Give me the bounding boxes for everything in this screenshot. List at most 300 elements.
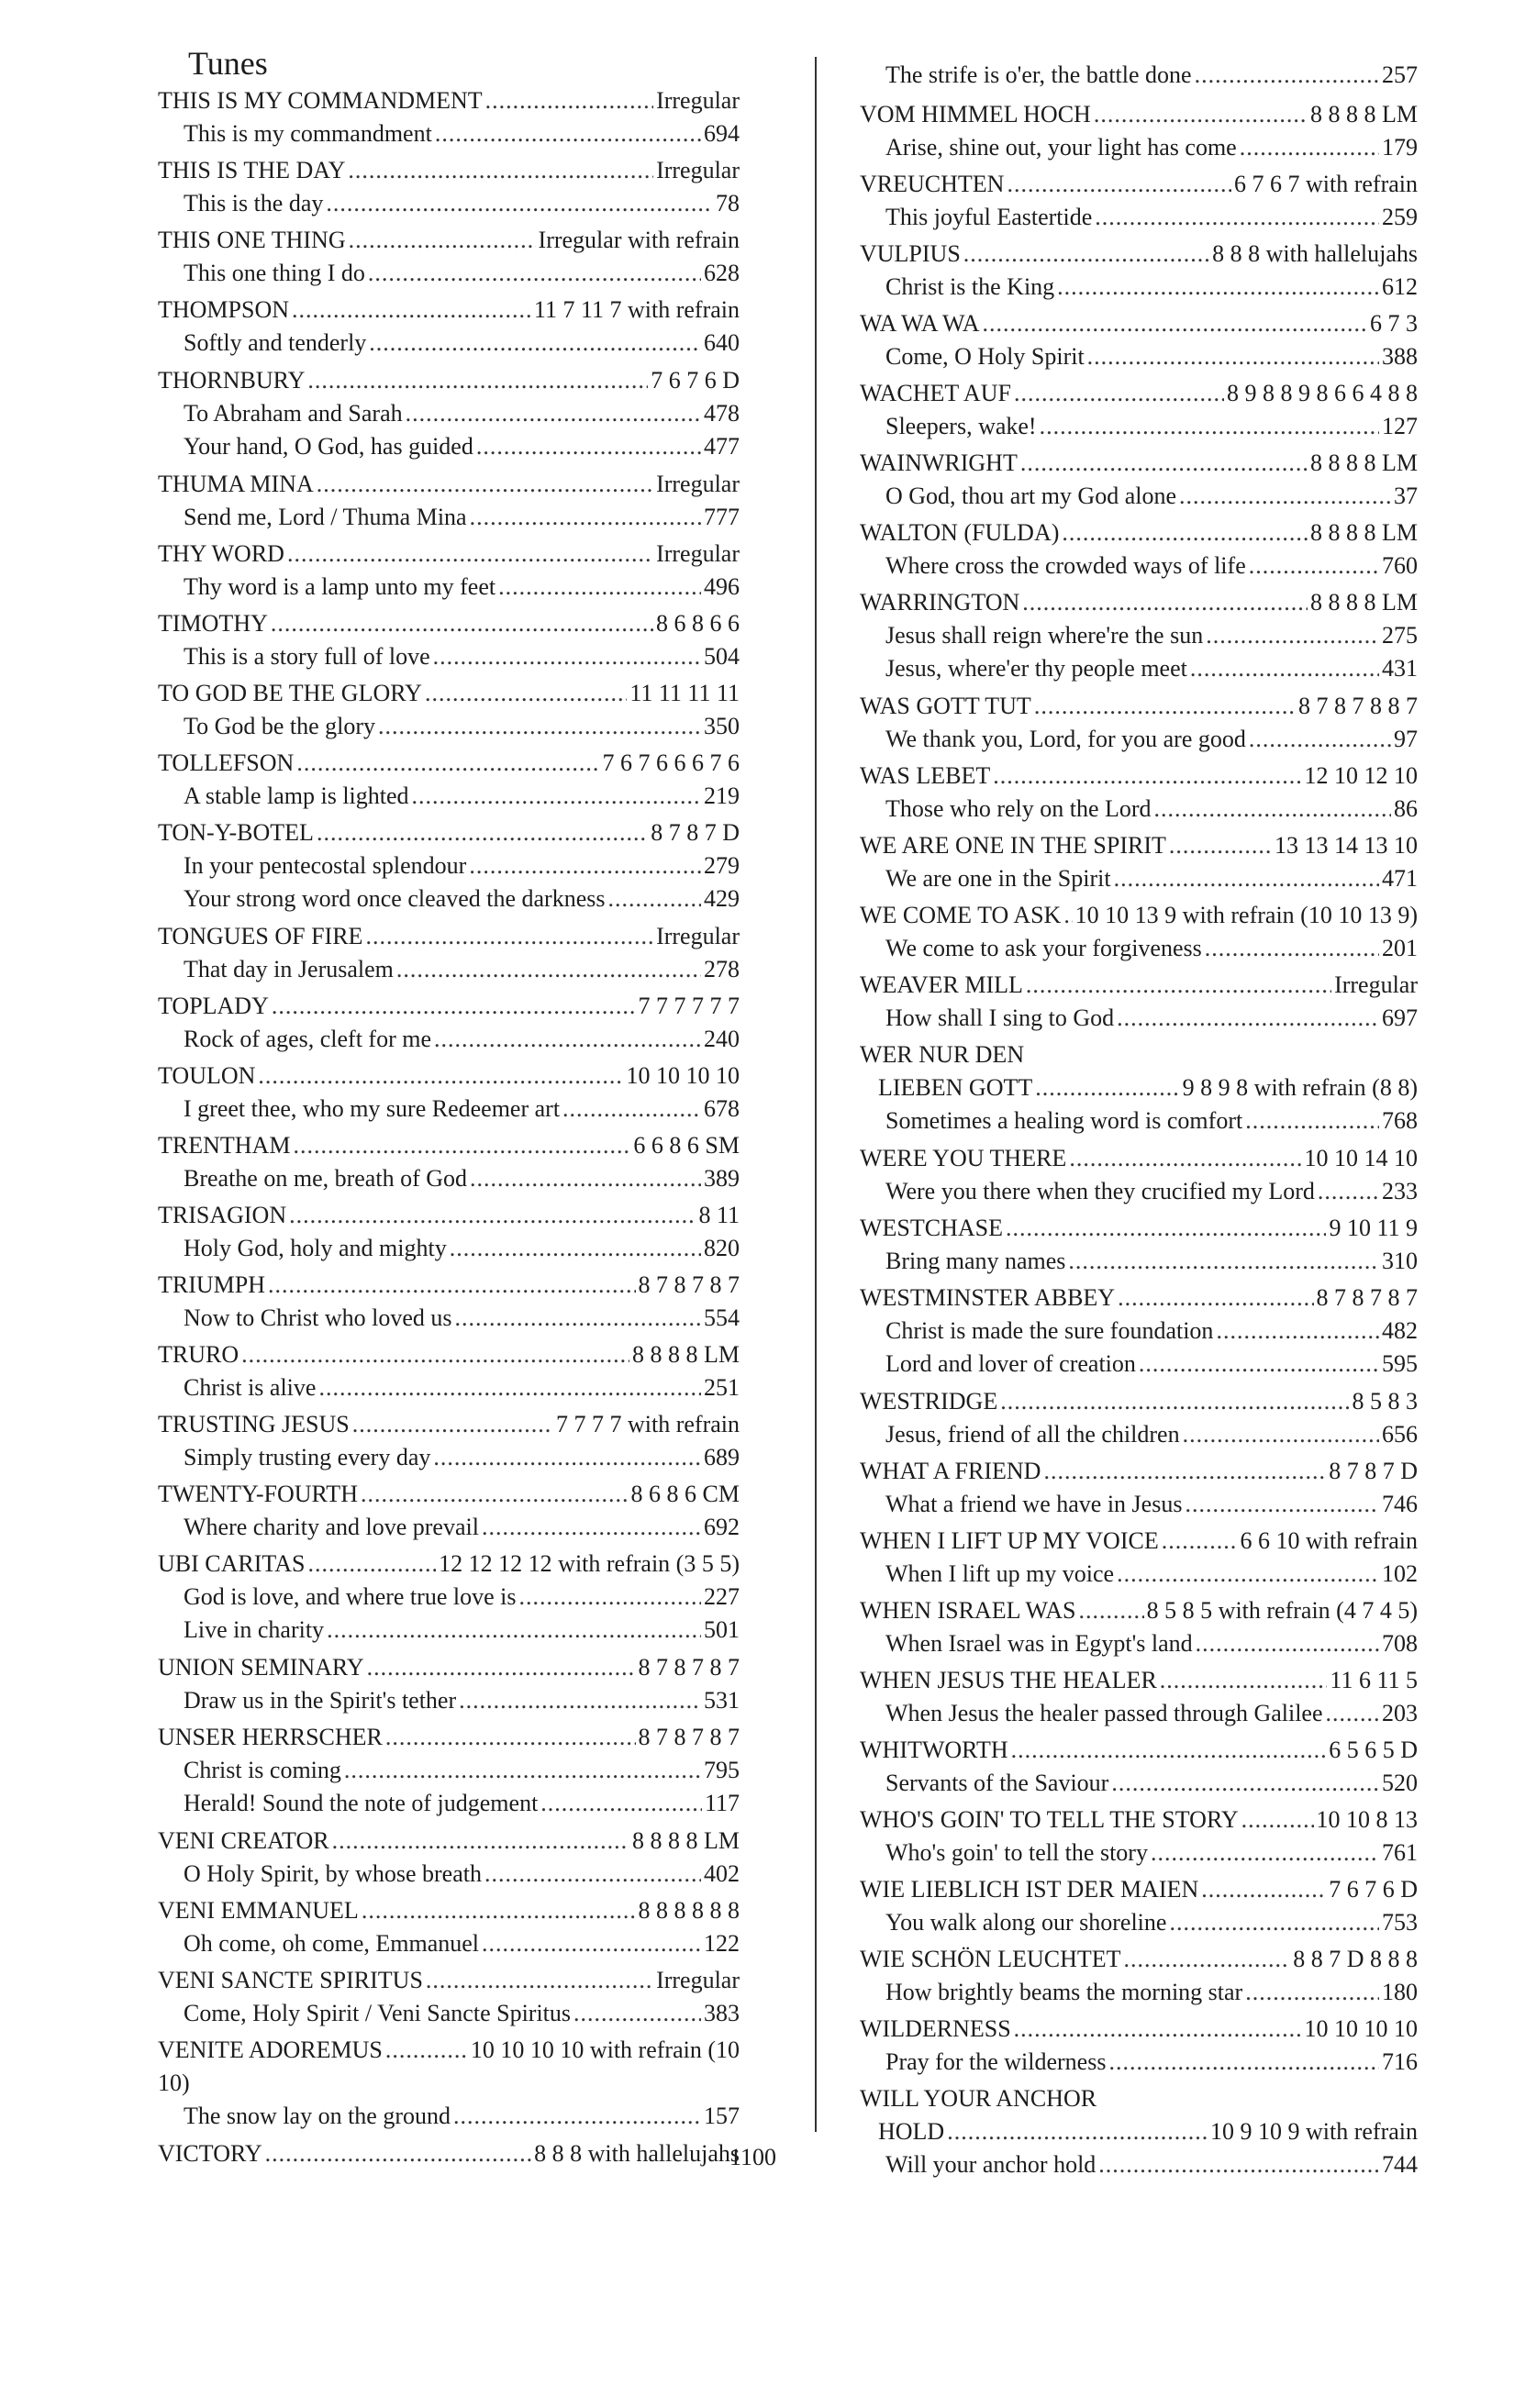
- tune-entry: [158, 1651, 740, 1717]
- hymn-title: Will your anchor hold: [885, 2151, 1097, 2178]
- tune-name: WAINWRIGHT: [860, 449, 1018, 476]
- dot-leader: [435, 117, 701, 150]
- hymn-title: Holy God, holy and mighty: [184, 1235, 447, 1261]
- dot-leader: [1011, 1734, 1327, 1767]
- meter: 8 8 8 8 LM: [1310, 101, 1418, 128]
- tune-row: [158, 2137, 740, 2170]
- hymn-title: That day in Jerusalem: [184, 956, 394, 982]
- tune-name: WHITWORTH: [860, 1737, 1008, 1763]
- hymn-row: [860, 201, 1418, 234]
- hymn-row: [158, 1614, 740, 1647]
- meter: 6 7 6 7 with refrain: [1233, 171, 1418, 197]
- hymn-number: 180: [1382, 1979, 1418, 2005]
- hymn-title: The snow lay on the ground: [184, 2103, 451, 2129]
- meter: Irregular with refrain: [538, 227, 740, 253]
- dot-leader: [562, 1093, 701, 1126]
- dot-leader: [258, 1060, 623, 1093]
- dot-leader: [455, 1302, 702, 1335]
- meter: 8 7 8 7 8 7: [638, 1724, 740, 1750]
- tune-name: UNION SEMINARY: [158, 1654, 364, 1681]
- tune-row: [158, 538, 740, 571]
- dot-leader: [1035, 1071, 1179, 1104]
- tune-entry: [860, 1142, 1418, 1208]
- dot-leader: [344, 1754, 701, 1787]
- dot-leader: [482, 1927, 701, 1960]
- tune-entry: [860, 586, 1418, 685]
- tune-name: TONGUES OF FIRE: [158, 923, 363, 949]
- hymn-row: [158, 849, 740, 882]
- hymn-title: Where cross the crowded ways of life: [885, 552, 1246, 579]
- hymn-row: [860, 410, 1418, 443]
- hymn-number: 429: [704, 885, 740, 912]
- tune-row: [158, 816, 740, 849]
- tune-row: [860, 1734, 1418, 1767]
- hymn-number: 388: [1382, 343, 1418, 370]
- hymn-title: To Abraham and Sarah: [184, 400, 403, 427]
- hymn-row: [860, 131, 1418, 164]
- hymn-row: [860, 2148, 1418, 2181]
- dot-leader: [518, 1581, 701, 1614]
- hymn-title: What a friend we have in Jesus: [885, 1491, 1183, 1517]
- dot-leader: [607, 882, 701, 915]
- tune-entry: [860, 447, 1418, 513]
- dot-leader: [1124, 1943, 1291, 1976]
- hymn-title: This is the day: [184, 190, 324, 216]
- tune-name: TRISAGION: [158, 1202, 287, 1228]
- hymn-row: [158, 2100, 740, 2133]
- dot-leader: [385, 2034, 468, 2067]
- meter: Irregular: [656, 1967, 740, 1993]
- tune-name: WHAT A FRIEND: [860, 1458, 1041, 1484]
- tune-name: WERE YOU THERE: [860, 1145, 1067, 1171]
- dot-leader: [1020, 447, 1308, 480]
- tune-row: [158, 1199, 740, 1232]
- meter: 7 7 7 7 7 7: [638, 993, 740, 1019]
- hymn-row: [860, 1906, 1418, 1939]
- dot-leader: [307, 1548, 436, 1581]
- tune-name: VICTORY: [158, 2140, 262, 2167]
- tune-row: [158, 1964, 740, 1997]
- tune-row: [158, 84, 740, 117]
- tune-row: [860, 1071, 1418, 1104]
- hymn-title: Draw us in the Spirit's tether: [184, 1687, 457, 1714]
- hymn-title: Oh come, oh come, Emmanuel: [184, 1930, 480, 1957]
- tune-entry: [158, 294, 740, 360]
- tune-entry: [860, 1282, 1418, 1381]
- tune-name: WILDERNESS: [860, 2015, 1011, 2042]
- hymn-title: We are one in the Spirit: [885, 865, 1111, 892]
- tune-name: WARRINGTON: [860, 589, 1020, 616]
- dot-leader: [1034, 690, 1296, 723]
- hymn-row: [158, 1787, 740, 1820]
- hymn-title: This is my commandment: [184, 120, 432, 147]
- hymn-row: [158, 430, 740, 463]
- dot-leader: [326, 187, 713, 220]
- meter: 10 10 10 10: [1304, 2015, 1418, 2042]
- dot-leader: [327, 1614, 701, 1647]
- meter: 8 8 8 8 LM: [1310, 519, 1418, 546]
- tune-entry: [860, 1385, 1418, 1451]
- meter: 8 8 8 8 8 8: [638, 1897, 740, 1924]
- hymn-row: [860, 1175, 1418, 1208]
- dot-leader: [453, 2100, 701, 2133]
- hymn-number: 595: [1382, 1350, 1418, 1377]
- tune-entry: [158, 920, 740, 986]
- meter-cont: 10): [158, 2070, 190, 2096]
- hymn-number: 504: [704, 643, 740, 670]
- tune-name: THIS IS THE DAY: [158, 157, 346, 183]
- tune-row: [158, 1060, 740, 1093]
- dot-leader: [459, 1684, 701, 1717]
- tune-entry: [860, 1734, 1418, 1800]
- hymn-title: I greet thee, who my sure Redeemer art: [184, 1095, 561, 1122]
- dot-leader: [963, 238, 1209, 271]
- hymn-row: [860, 59, 1418, 92]
- hymn-number: 554: [704, 1304, 740, 1331]
- tune-entry: [860, 690, 1418, 756]
- tune-entry: [860, 1803, 1418, 1870]
- dot-leader: [385, 1721, 636, 1754]
- meter: 10 10 10 10 with refrain (10: [470, 2036, 740, 2063]
- dot-leader: [272, 990, 636, 1023]
- hymn-number: 477: [704, 433, 740, 460]
- dot-leader: [271, 607, 653, 640]
- meter: 8 7 8 7 D: [1329, 1458, 1418, 1484]
- hymn-row: [860, 1837, 1418, 1870]
- hymn-title: A stable lamp is lighted: [184, 782, 409, 809]
- tune-entry: [158, 154, 740, 220]
- tune-row: [860, 1142, 1418, 1175]
- dot-leader: [1117, 1002, 1379, 1035]
- hymn-row: [158, 710, 740, 743]
- dot-leader: [296, 747, 599, 780]
- meter: 6 5 6 5 D: [1329, 1737, 1418, 1763]
- tune-entry: [158, 1964, 740, 2030]
- tune-row: [158, 294, 740, 327]
- hymn-title: When I lift up my voice: [885, 1560, 1115, 1587]
- tune-entry: [860, 2013, 1418, 2079]
- hymn-title: Your hand, O God, has guided: [184, 433, 473, 460]
- hymn-title: Simply trusting every day: [184, 1444, 431, 1470]
- dot-leader: [1154, 793, 1391, 826]
- tune-row: [158, 1825, 740, 1858]
- meter: 8 8 8 with hallelujahs: [1212, 240, 1418, 267]
- tune-row: [860, 516, 1418, 549]
- hymn-title: Arise, shine out, your light has come: [885, 134, 1237, 161]
- dot-leader: [265, 2137, 531, 2170]
- dot-leader: [1139, 1348, 1379, 1381]
- hymn-title: To God be the glory: [184, 713, 376, 739]
- tune-row: [158, 1269, 740, 1302]
- dot-leader: [1108, 2046, 1379, 2079]
- dot-leader: [434, 1023, 701, 1056]
- meter: 8 7 8 7 8 7: [1316, 1284, 1418, 1311]
- dot-leader: [1249, 549, 1379, 583]
- tune-entry: [860, 59, 1418, 92]
- hymn-number: 761: [1382, 1839, 1418, 1866]
- dot-leader: [332, 1825, 629, 1858]
- hymn-title: We come to ask your forgiveness: [885, 935, 1202, 961]
- hymn-title: Pray for the wilderness: [885, 2048, 1107, 2075]
- meter: 8 8 8 8 LM: [632, 1341, 740, 1368]
- meter: 12 12 12 12 with refrain (3 5 5): [439, 1550, 740, 1577]
- dot-leader: [378, 710, 701, 743]
- dot-leader: [318, 1371, 701, 1404]
- tune-entry: [860, 1525, 1418, 1591]
- tune-name: VENI SANCTE SPIRITUS: [158, 1967, 423, 1993]
- hymn-number: 383: [704, 2000, 740, 2026]
- tune-name: TRENTHAM: [158, 1132, 291, 1159]
- dot-leader: [292, 294, 531, 327]
- tune-row: [860, 829, 1418, 862]
- meter: 8 8 8 8 LM: [1310, 449, 1418, 476]
- tune-name: VENITE ADOREMUS: [158, 2036, 383, 2063]
- dot-leader: [241, 1338, 629, 1371]
- hymn-title: O God, thou art my God alone: [885, 483, 1177, 509]
- hymn-number: 471: [1382, 865, 1418, 892]
- hymn-row: [158, 571, 740, 604]
- hymn-number: 753: [1382, 1909, 1418, 1936]
- tune-row: [860, 586, 1418, 619]
- meter: 7 6 7 6 6 6 7 6: [602, 749, 740, 776]
- hymn-title: Were you there when they crucified my Lord: [885, 1178, 1315, 1204]
- hymn-title: This one thing I do: [184, 260, 365, 286]
- dot-leader: [1094, 98, 1308, 131]
- dot-leader: [1169, 829, 1272, 862]
- hymn-number: 227: [704, 1583, 740, 1610]
- hymn-row: [158, 257, 740, 290]
- tune-name: WILL YOUR ANCHOR: [860, 2085, 1097, 2112]
- dot-leader: [369, 327, 701, 360]
- dot-leader: [412, 780, 701, 813]
- tune-name-cont: LIEBEN GOTT: [878, 1074, 1033, 1101]
- meter: 10 10 14 10: [1304, 1145, 1418, 1171]
- meter: 6 7 3: [1370, 310, 1418, 337]
- hymn-number: 520: [1382, 1770, 1418, 1796]
- page-heading: Tunes: [188, 45, 268, 82]
- tune-name: VREUCHTEN: [860, 171, 1005, 197]
- hymn-number: 431: [1382, 655, 1418, 682]
- dot-leader: [349, 224, 536, 257]
- tune-name: WAS LEBET: [860, 762, 991, 789]
- meter: 10 10 13 9 with refrain (10 10 13 9): [1074, 902, 1418, 928]
- meter: 8 5 8 5 with refrain (4 7 4 5): [1146, 1597, 1418, 1624]
- tune-entry: [158, 468, 740, 534]
- dot-leader: [367, 1651, 636, 1684]
- dot-leader: [433, 640, 701, 673]
- hymn-number: 78: [716, 190, 740, 216]
- hymn-title: Send me, Lord / Thuma Mina: [184, 504, 467, 530]
- dot-leader: [1000, 1385, 1349, 1418]
- hymn-number: 259: [1382, 204, 1418, 230]
- dot-leader: [1118, 1282, 1313, 1315]
- tune-entry: [158, 538, 740, 604]
- hymn-title: In your pentecostal splendour: [184, 852, 467, 879]
- meter: 7 6 7 6 D: [1329, 1876, 1418, 1903]
- hymn-title: Softly and tenderly: [184, 329, 367, 356]
- hymn-number: 501: [704, 1616, 740, 1643]
- hymn-row: [158, 1754, 740, 1787]
- hymn-number: 240: [704, 1026, 740, 1052]
- tune-row: [860, 760, 1418, 793]
- hymn-title: Where charity and love prevail: [184, 1514, 479, 1540]
- hymn-title: We thank you, Lord, for you are good: [885, 726, 1246, 752]
- hymn-row: [860, 340, 1418, 373]
- hymn-row: [158, 117, 740, 150]
- hymn-title: This joyful Eastertide: [885, 204, 1093, 230]
- tune-row: [158, 1408, 740, 1441]
- meter: 9 8 9 8 with refrain (8 8): [1182, 1074, 1418, 1101]
- meter: 6 6 10 with refrain: [1240, 1527, 1418, 1554]
- dot-leader: [1087, 340, 1379, 373]
- meter: Irregular: [656, 540, 740, 567]
- tune-name: WEAVER MILL: [860, 971, 1023, 998]
- hymn-number: 402: [704, 1860, 740, 1887]
- tune-entry: [860, 899, 1418, 965]
- dot-leader: [1111, 1767, 1379, 1800]
- hymn-title: Jesus, where'er thy people meet: [885, 655, 1187, 682]
- hymn-title: Live in charity: [184, 1616, 325, 1643]
- tune-entry: [860, 98, 1418, 164]
- tune-name: WACHET AUF: [860, 380, 1011, 406]
- dot-leader: [307, 364, 648, 397]
- dot-leader: [1245, 1976, 1379, 2009]
- tune-entry: [860, 1594, 1418, 1660]
- hymn-row: [860, 1245, 1418, 1278]
- tune-name: WHEN ISRAEL WAS: [860, 1597, 1076, 1624]
- tune-row: [158, 154, 740, 187]
- dot-leader: [1040, 410, 1379, 443]
- hymn-number: 482: [1382, 1317, 1418, 1344]
- dot-leader: [573, 1997, 701, 2030]
- hymn-number: 86: [1394, 795, 1418, 822]
- hymn-number: 612: [1382, 273, 1418, 300]
- dot-leader: [1151, 1837, 1379, 1870]
- meter: 8 9 8 8 9 8 6 6 4 8 8: [1227, 380, 1418, 406]
- meter: 8 7 8 7 8 7: [638, 1654, 740, 1681]
- meter: 10 10 10 10: [626, 1062, 740, 1089]
- tune-entry: [860, 168, 1418, 234]
- meter: Irregular: [656, 923, 740, 949]
- hymn-row: [158, 1162, 740, 1195]
- hymn-title: Christ is alive: [184, 1374, 317, 1401]
- tune-name: THIS IS MY COMMANDMENT: [158, 87, 483, 114]
- hymn-title: Christ is made the sure foundation: [885, 1317, 1214, 1344]
- tune-row: [860, 1594, 1418, 1627]
- hymn-title: Sometimes a healing word is comfort: [885, 1107, 1243, 1134]
- tune-name: THOMPSON: [158, 296, 290, 323]
- hymn-number: 768: [1382, 1107, 1418, 1134]
- hymn-number: 102: [1382, 1560, 1418, 1587]
- hymn-row: [158, 501, 740, 534]
- tune-row: [158, 2034, 740, 2067]
- tune-row: [860, 1943, 1418, 1976]
- dot-leader: [1063, 899, 1072, 932]
- dot-leader: [1078, 1594, 1143, 1627]
- dot-leader: [348, 154, 653, 187]
- tune-row: [158, 1338, 740, 1371]
- tune-row: [860, 1385, 1418, 1418]
- tune-entry: [158, 1199, 740, 1265]
- hymn-number: 692: [704, 1514, 740, 1540]
- hymn-row: [158, 1371, 740, 1404]
- tune-entry: [158, 1478, 740, 1544]
- tune-name: TRIUMPH: [158, 1271, 266, 1298]
- tune-entry: [860, 829, 1418, 895]
- tune-name: THY WORD: [158, 540, 284, 567]
- tune-row: [860, 447, 1418, 480]
- tune-name: WE COME TO ASK: [860, 902, 1062, 928]
- hymn-number: 251: [704, 1374, 740, 1401]
- hymn-number: 478: [704, 400, 740, 427]
- tune-entry: [860, 307, 1418, 373]
- hymn-row: [860, 723, 1418, 756]
- tune-name: UBI CARITAS: [158, 1550, 306, 1577]
- dot-leader: [1043, 1455, 1326, 1488]
- tune-row: [158, 747, 740, 780]
- dot-leader: [425, 677, 627, 710]
- hymn-title: You walk along our shoreline: [885, 1909, 1167, 1936]
- hymn-title: How shall I sing to God: [885, 1004, 1115, 1031]
- hymn-title: How brightly beams the morning star: [885, 1979, 1243, 2005]
- tune-entry: [158, 2137, 740, 2170]
- tune-name: WESTMINSTER ABBEY: [860, 1284, 1116, 1311]
- tune-name: TOPLADY: [158, 993, 269, 1019]
- hymn-title: The strife is o'er, the battle done: [885, 61, 1192, 88]
- hymn-row: [860, 1315, 1418, 1348]
- hymn-title: Rock of ages, cleft for me: [184, 1026, 432, 1052]
- meter: 8 6 8 6 CM: [630, 1481, 740, 1507]
- tune-entry: [860, 1664, 1418, 1730]
- meter: Irregular: [656, 87, 740, 114]
- meter: 10 10 8 13: [1316, 1806, 1418, 1833]
- tune-row: [158, 1651, 740, 1684]
- hymn-title: O Holy Spirit, by whose breath: [184, 1860, 482, 1887]
- meter: 8 6 8 6 6: [656, 610, 740, 637]
- tune-entry: [860, 1943, 1418, 2009]
- tune-entry: [860, 2082, 1418, 2181]
- meter: 13 13 14 13 10: [1275, 832, 1418, 859]
- meter: 8 8 8 8 LM: [632, 1827, 740, 1854]
- dot-leader: [362, 1894, 636, 1927]
- dot-leader: [1195, 59, 1379, 92]
- tune-entry: [158, 2034, 740, 2133]
- hymn-row: [860, 271, 1418, 304]
- hymn-title: Come, O Holy Spirit: [885, 343, 1085, 370]
- dot-leader: [1114, 862, 1379, 895]
- dot-leader: [317, 468, 653, 501]
- dot-leader: [426, 1964, 653, 1997]
- tune-row: [860, 2013, 1418, 2046]
- hymn-row: [158, 327, 740, 360]
- hymn-title: Christ is the King: [885, 273, 1055, 300]
- hymn-row: [158, 953, 740, 986]
- tune-name: WESTRIDGE: [860, 1388, 998, 1415]
- dot-leader: [470, 501, 701, 534]
- hymn-number: 389: [704, 1165, 740, 1192]
- hymn-number: 179: [1382, 134, 1418, 161]
- tune-name: VOM HIMMEL HOCH: [860, 101, 1091, 128]
- tune-name: THORNBURY: [158, 367, 306, 394]
- hymn-title: Jesus, friend of all the children: [885, 1421, 1180, 1448]
- dot-leader: [1196, 1627, 1379, 1660]
- meter: 6 6 8 6 SM: [633, 1132, 740, 1159]
- dot-leader: [476, 430, 701, 463]
- tune-row: [158, 1478, 740, 1511]
- tune-entry: [158, 1408, 740, 1474]
- hymn-number: 678: [704, 1095, 740, 1122]
- dot-leader: [1216, 1315, 1379, 1348]
